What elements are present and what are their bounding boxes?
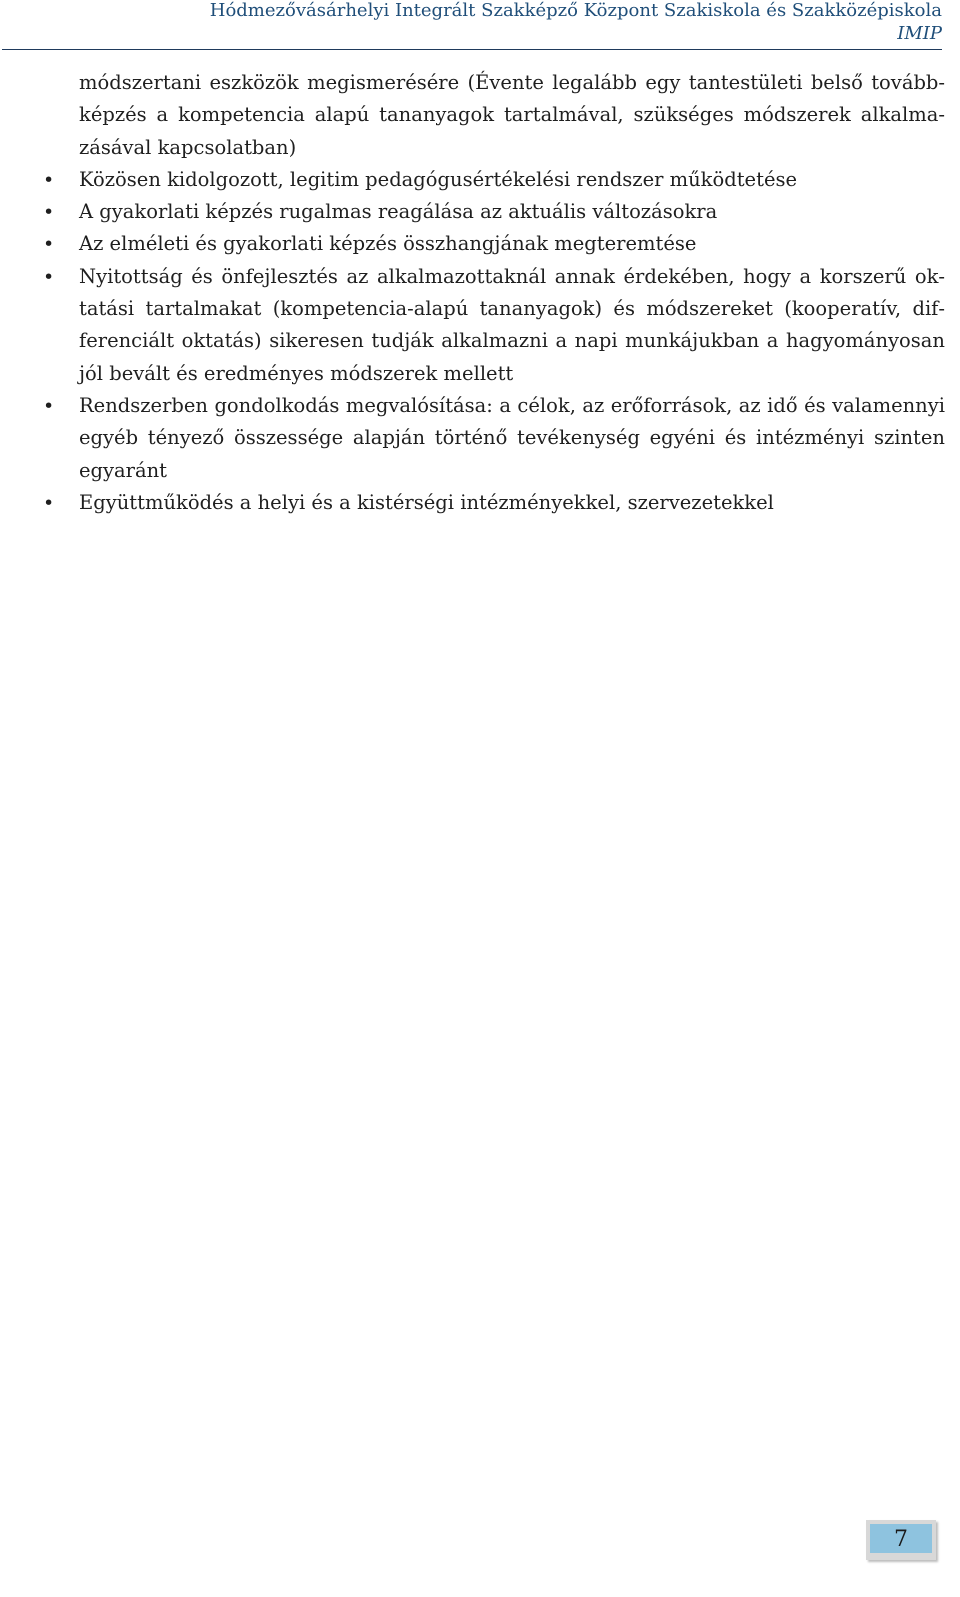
page-number: 7 [870, 1524, 932, 1553]
page-header [2, 0, 942, 50]
bullet-icon: • [43, 491, 55, 514]
page-body [40, 67, 945, 519]
page-number-badge [866, 1520, 936, 1560]
list-item-text: Nyitottság és önfejlesztés az alkalmazottaknál annak érdekében, hogy a korszerű oktatási tartalmakat (kompetencia-alapú tananyagok) és módszereket (kooperatív, differenciált oktatás) sikeresen tudják alkalmazni a napi munkájukban a hagyományosan jól bevált és eredményes módszerek mellett [79, 264, 945, 385]
bullet-icon: • [43, 265, 55, 288]
list-item [40, 261, 945, 390]
list-item-text: Közösen kidolgozott, legitim pedagógusértékelési rendszer működtetése [79, 167, 798, 191]
bullet-icon: • [43, 201, 55, 224]
list-item [40, 164, 945, 196]
bullet-icon: • [43, 233, 55, 256]
header-title: Hódmezővásárhelyi Integrált Szakképző Központ Szakiskola és Szakközépiskola [209, 0, 942, 21]
bullet-icon: • [43, 168, 55, 191]
list-item [40, 228, 945, 260]
bullet-list [40, 164, 945, 519]
list-item-text: Együttműködés a helyi és a kistérségi intézményekkel, szervezetekkel [79, 490, 774, 514]
list-item [40, 487, 945, 519]
bullet-icon: • [43, 394, 55, 417]
continuation-paragraph: módszertani eszközök megismerésére (Évente legalább egy tantestületi belső továbbképzés a kompetencia alapú tananyagok tartalmával, szükséges módszerek alkalmazásával kapcsolatban) [79, 71, 945, 159]
list-item [40, 390, 945, 487]
list-item-text: A gyakorlati képzés rugalmas reagálása az aktuális változásokra [79, 200, 718, 224]
list-item-text: Rendszerben gondolkodás megvalósítása: a célok, az erőforrások, az idő és valamennyi egyéb tényező összessége alapján történő tevékenység egyéni és intézményi szinten egyaránt [79, 393, 945, 482]
header-subtitle: IMIP [897, 23, 942, 44]
list-item-text: Az elméleti és gyakorlati képzés összhangjának megteremtése [79, 232, 697, 256]
list-item [40, 196, 945, 228]
